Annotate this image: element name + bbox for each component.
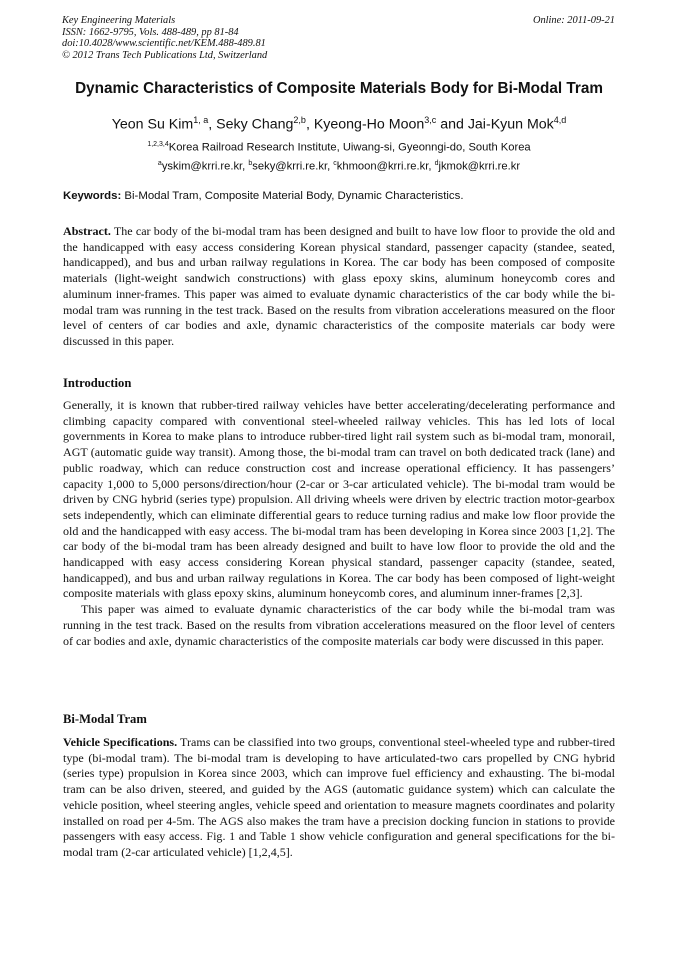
doi-line: doi:10.4028/www.scientific.net/KEM.488-489.81 <box>62 38 266 50</box>
bimodal-heading: Bi-Modal Tram <box>63 712 147 726</box>
introduction-body <box>63 398 615 649</box>
introduction-paragraph-2: This paper was aimed to evaluate dynamic characteristics of the car body while the bi-modal tram was running in the test track. Based on the results from vibration accelerations measured on the floor level of centers of car bodies and axle, dynamic characteristics of the composite materials car body were discussed in this paper. <box>63 602 615 648</box>
copyright-line: © 2012 Trans Tech Publications Ltd, Switzerland <box>62 49 268 61</box>
email-address: yskim@krri.re.kr <box>161 160 243 173</box>
journal-header <box>62 15 615 61</box>
author-name: Yeon Su Kim <box>111 116 194 133</box>
author-list: Yeon Su Kim$^{1, a}$, Seky Chang$^{2,b}$, Kyeong-Ho Moon$^{3,c}$ and Jai-Kyun Mok$^{4,d}$ <box>111 115 567 133</box>
paper-title: Dynamic Characteristics of Composite Materials Body for Bi-Modal Tram <box>75 80 603 97</box>
author-sup: 2,b <box>293 115 306 125</box>
email-address: jkmok@krri.re.kr <box>438 160 521 173</box>
introduction-heading: Introduction <box>63 376 132 390</box>
introduction-paragraph-1: Generally, it is known that rubber-tired railway vehicles have better accelerating/decelerating performance and climbing capacity compared with conventional steel-wheeled railway vehicles. This has led lots of local governments in Korea to make plans to introduce rubber-tired light rail system such as bi-modal tram, monorail, AGT (automatic guide way transit). Among those, the bi-modal tram can travel on both dedicated track (lane) and public roadway, which can reduce construction cost and increase operational efficiency. It has passengers’ capacity 1,000 to 5,000 persons/direction/hour (2-car or 3-car articulated vehicle). The bi-modal tram would be driven by CNG hybrid (series type) propulsion. All driving wheels were driven by electric traction motor-gearbox sets independently, which can eliminate differential gears to reduce turning radius and make low floor provide the old and the handicapped with easy access. The bi-modal tram has been developing in Korea since 2003 [1,2]. The car body of the bi-modal tram has been already designed and built to have low floor to provide the old and the handicapped with easy access considering Korean physical standard, passenger capacity (standee, seated, handicapped), and bus and urban railway regulations in Korea. The car body has been composed of light-weight composite materials with glass epoxy skins, aluminum honeycomb cores, and aluminum inner-frames [2,3]. <box>63 398 615 601</box>
email-line: $^a$yskim@krri.re.kr, $^b$seky@krri.re.kr, $^c$khmoon@krri.re.kr, $^d$jkmok@krri.re.kr <box>157 159 521 173</box>
online-date: Online: 2011-09-21 <box>532 15 615 26</box>
email-sup: b <box>248 159 253 167</box>
keywords-label: Keywords: <box>63 190 122 202</box>
vehicle-spec-label: Vehicle Specifications. <box>63 735 178 749</box>
journal-name: Key Engineering Materials <box>62 15 176 26</box>
author-name: Jai-Kyun Mok <box>467 116 554 133</box>
author-name: Seky Chang <box>216 116 294 133</box>
vehicle-specifications <box>63 735 615 861</box>
affiliation-line <box>40 137 638 156</box>
author-sup: 1, a <box>193 115 209 125</box>
affiliation-text: Korea Railroad Research Institute, Uiwang-si, Gyeonngi-do, South Korea <box>168 141 531 154</box>
affiliation-sup: 1,2,3,4 <box>147 141 169 148</box>
keywords-text: Bi-Modal Tram, Composite Material Body, Dynamic Characteristics. <box>124 190 464 202</box>
email-address: khmoon@krri.re.kr <box>336 160 429 173</box>
abstract-text: The car body of the bi-modal tram has been designed and built to have low floor to provide the old and the handicapped with easy access considering Korean physical standard, passenger capacity (standee, seated, handicapped), and bus and urban railway regulations in Korea. The car body has been composed of composite materials (light-weight sandwich constructions) with glass epoxy skins, aluminum honeycomb cores and aluminum inner-frames. This paper was aimed to evaluate dynamic characteristics of the car body while the bi-modal tram was running in the test track. Based on the results from vibration accelerations measured on the floor level of centers of car bodies and axle, dynamic characteristics of the composite materials car body were discussed in this paper. <box>63 224 615 348</box>
author-sup: 3,c <box>424 115 437 125</box>
abstract <box>63 224 615 350</box>
affiliation-block <box>40 137 638 174</box>
issn-line: ISSN: 1662-9795, Vols. 488-489, pp 81-84 <box>62 26 239 38</box>
author-name: Kyeong-Ho Moon <box>313 116 425 133</box>
email-sup: c <box>333 159 337 167</box>
keywords <box>63 190 615 202</box>
vehicle-spec-text: Trams can be classified into two groups, conventional steel-wheeled type and rubber-tired type (bi-modal tram). The bi-modal tram is developing to have articulated-two cars propelled by CNG hybrid (series type) propulsion in Korea since 2003, which can improve fuel efficiency and exhausting. The bi-modal tram can be also driven, steered, and guided by the AGS (automatic guidance system) which can calculate the vehicle position, wheel steering angles, vehicle speed and orientation to measure magnets coordinates and polarity installed on road per 4-5m. The AGS also makes the tram have a precision docking funcion in stations to provide passengers with easy access. Fig. 1 and Table 1 show vehicle configuration and general specifications for the bi-modal tram (2-car articulated vehicle) [1,2,4,5]. <box>63 735 615 859</box>
abstract-label: Abstract. <box>63 224 111 238</box>
email-sup: d <box>434 159 439 167</box>
email-address: seky@krri.re.kr <box>252 160 328 173</box>
email-sup: a <box>157 159 162 167</box>
author-sup: 4,d <box>553 115 567 125</box>
